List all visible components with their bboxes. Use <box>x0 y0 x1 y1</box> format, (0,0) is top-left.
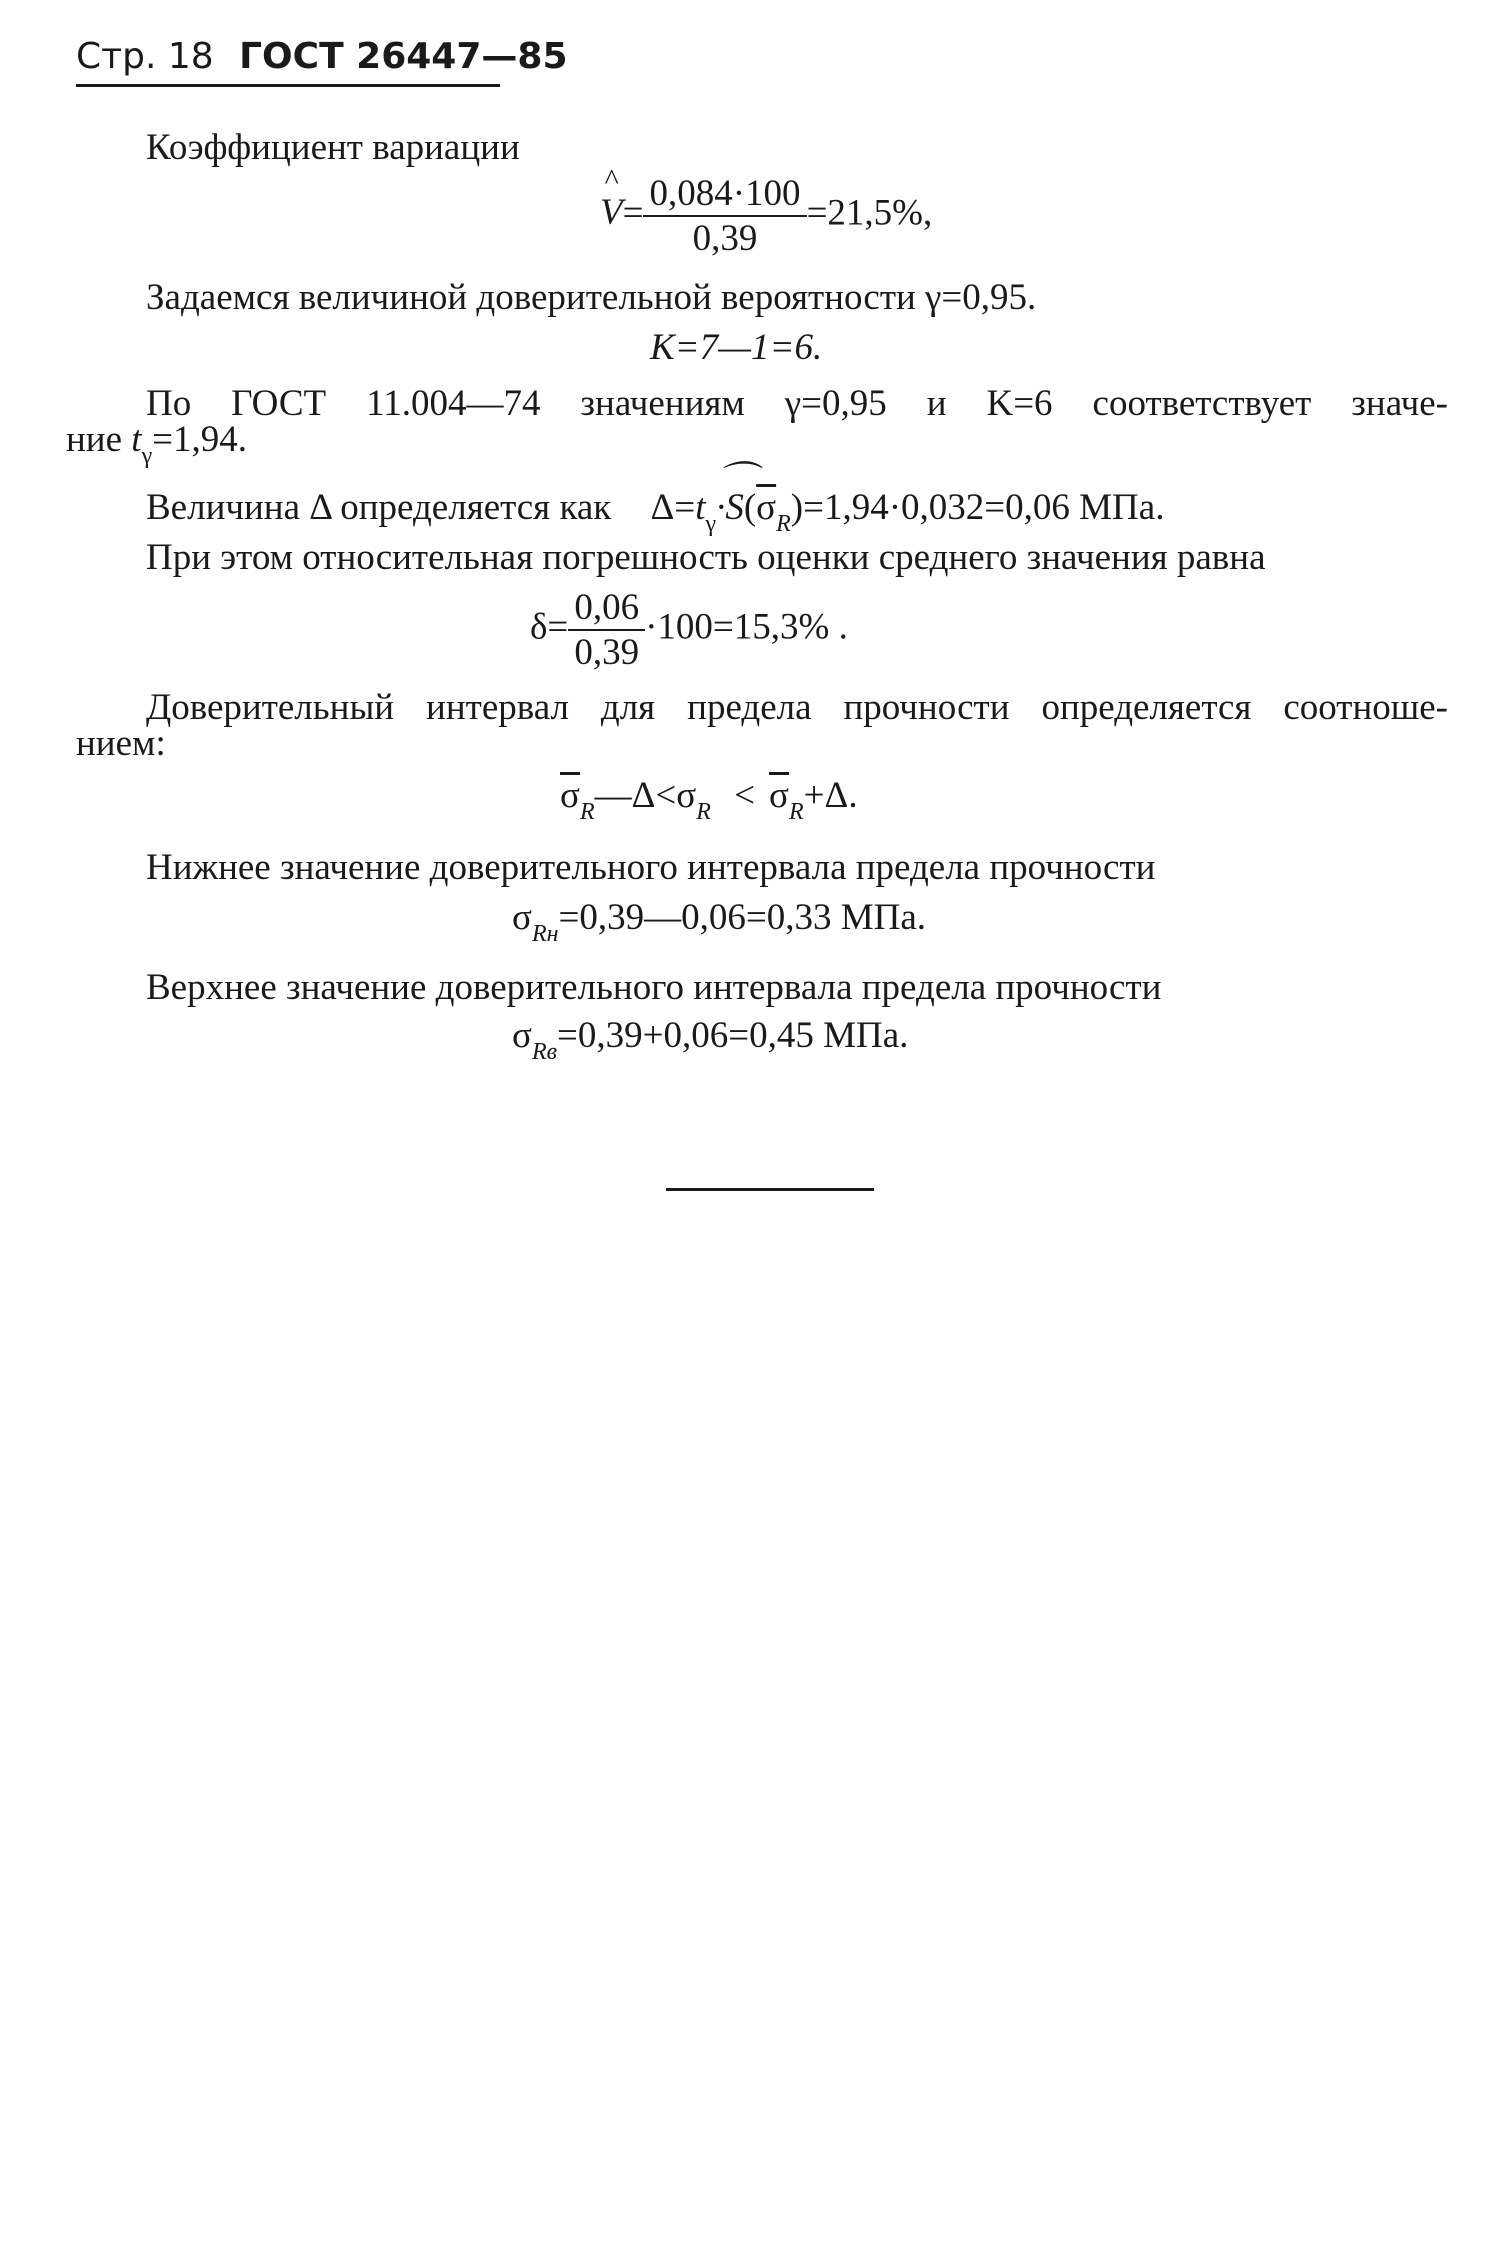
eq-delta-numerator: 0,06 <box>574 587 640 628</box>
end-rule <box>666 1188 874 1191</box>
interval-end: +Δ. <box>803 775 858 816</box>
lower-sigma: σ <box>512 897 532 938</box>
eq-delta-denominator: 0,39 <box>568 629 645 674</box>
paragraph-upper: Верхнее значение доверительного интервала предела прочности <box>146 967 1162 1008</box>
delta-sigma: $\overline{\sigma}$ <box>756 487 777 528</box>
eq-delta-result: ·100=15,3% . <box>645 606 848 648</box>
equation-v: ^ V= $\frac{0,084\cdot 100}{0,39}$ =21,5%, <box>600 172 932 260</box>
eq-v-denominator: 0,39 <box>643 215 806 260</box>
paragraph-interval-line1: Доверительный интервал для предела прочности определяется соотноше- <box>146 687 1448 728</box>
page-header <box>76 36 568 77</box>
paragraph-relative: При этом относительная погрешность оценки среднего значения равна <box>146 537 1266 578</box>
paragraph-variation: Коэффициент вариации <box>146 127 520 168</box>
page-number: Стр. 18 <box>76 36 214 77</box>
paragraph-interval-line2: нием: <box>76 723 166 764</box>
interval-sigma-mean-1: $\overline{\sigma}$ <box>560 775 580 816</box>
eq-v-lhs: ^ V <box>600 191 623 234</box>
upper-rest: =0,39+0,06=0,45 МПа. <box>557 1015 909 1056</box>
gost-prefix: ние <box>66 419 123 460</box>
gost-value: =1,94. <box>152 419 248 460</box>
paragraph-lower: Нижнее значение доверительного интервала предела прочности <box>146 847 1156 888</box>
lower-sub: Rн <box>531 921 559 947</box>
interval-mid-1: —Δ< <box>594 775 677 816</box>
eq-v-result: =21,5%, <box>806 192 933 234</box>
equation-upper <box>512 1014 909 1065</box>
delta-end: )=1,94·0,032=0,06 МПа. <box>790 487 1165 528</box>
delta-formula-start: Δ= <box>650 487 696 528</box>
paragraph-gost-line1: По ГОСТ 11.004—74 значениям γ=0,95 и K=6 соответствует значе- <box>146 383 1448 424</box>
eq-delta-lhs: δ= <box>530 606 569 648</box>
delta-s: ⌒ ·S <box>716 486 744 529</box>
paragraph-gost-line2 <box>66 418 248 469</box>
interval-mid-2: < <box>734 775 756 816</box>
delta-t: t <box>695 487 706 528</box>
header-rule <box>76 84 500 87</box>
delta-sigma-sub: R <box>776 511 791 537</box>
delta-t-sub: γ <box>705 511 717 537</box>
interval-sigma-mean-3: $\overline{\sigma}$ <box>769 775 789 816</box>
eq-v-numerator: 0,084·100 <box>649 173 801 214</box>
equation-lower <box>512 896 927 947</box>
eq-v-fraction <box>643 172 806 260</box>
gost-t: t <box>131 419 142 460</box>
equation-delta <box>530 586 848 674</box>
interval-sub-2: R <box>696 799 711 825</box>
upper-sigma: σ <box>512 1015 532 1056</box>
eq-delta-fraction <box>568 586 645 674</box>
interval-sub-3: R <box>789 799 804 825</box>
standard-number: ГОСТ 26447—85 <box>239 36 568 77</box>
delta-prefix: Величина Δ определяется как <box>146 487 612 528</box>
interval-sigma-2: σ <box>676 775 697 816</box>
equation-k: K=7—1=6. <box>650 327 823 368</box>
lower-rest: =0,39—0,06=0,33 МПа. <box>558 897 927 938</box>
paragraph-gamma: Задаемся величиной доверительной вероятности γ=0,95. <box>146 277 1037 318</box>
upper-sub: Rв <box>531 1039 558 1065</box>
gost-t-sub: γ <box>141 443 153 469</box>
interval-sub-1: R <box>579 799 595 825</box>
equation-interval <box>560 774 858 825</box>
paragraph-delta: Величина Δ определяется как $\Delta=t_\gamma⌒ \cdot S(\overline{\sigma}_R)=1,94\cdot 0,032=0,06$ МПа. <box>146 486 1164 529</box>
